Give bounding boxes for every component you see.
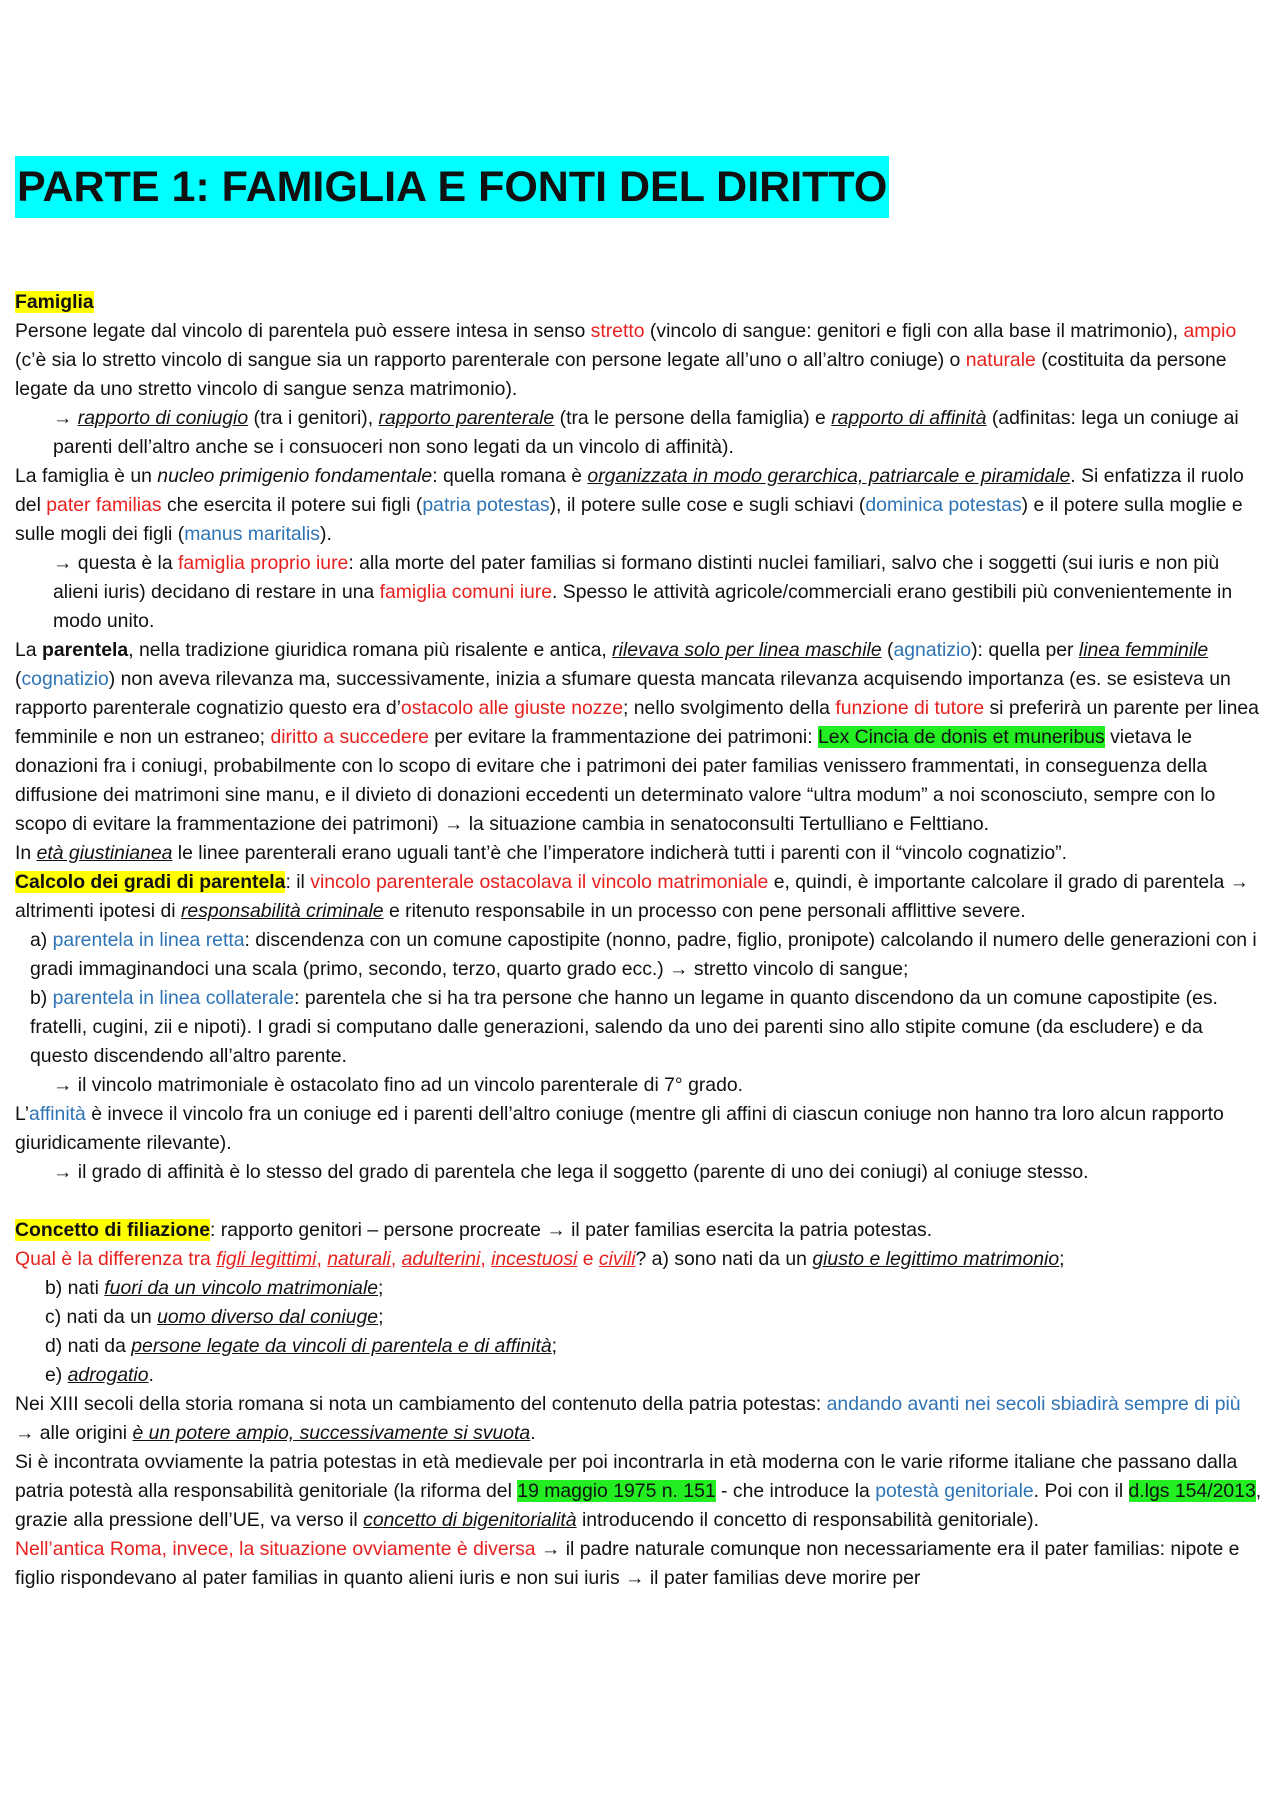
list-item-linea-collaterale — [15, 984, 1265, 1071]
text-run: età giustinianea — [36, 842, 173, 864]
text-run: persone legate da vincoli di parentela e di affinità — [131, 1335, 552, 1357]
text-run: naturali — [327, 1248, 391, 1270]
text-run: ampio — [1183, 320, 1237, 342]
text-run: ) e il potere sulla moglie e sulle mogli dei figli ( — [15, 494, 1243, 545]
text-run: diritto a succedere — [270, 726, 429, 748]
text-run: figli legittimi — [216, 1248, 317, 1270]
text-run: b) nati — [45, 1277, 105, 1299]
text-run: Si è incontrata ovviamente la patria potestas in età medievale per poi incontrarla in età moderna con le varie riforme italiane che passano dalla patria potestà alla responsabilità genitoriale (la riforma del — [15, 1451, 1238, 1502]
text-run: Concetto di filiazione — [15, 1219, 210, 1241]
text-run: (costituita da persone legate da uno stretto vincolo di sangue senza matrimonio). — [15, 349, 1227, 400]
text-run: andando avanti nei secoli sbiadirà sempre di più — [826, 1393, 1241, 1415]
text-run: famiglia proprio iure — [178, 552, 349, 574]
text-run: In — [15, 842, 37, 864]
text-run: il vincolo matrimoniale è ostacolato fino ad un vincolo parenterale di 7° grado. — [77, 1074, 744, 1096]
text-run: (tra i genitori), — [248, 407, 379, 429]
text-run: e, quindi, è importante calcolare il grado di parentela — [768, 871, 1230, 893]
text-run: Qual è la differenza tra — [15, 1248, 217, 1270]
text-run: b) — [30, 987, 53, 1009]
text-run: naturale — [965, 349, 1036, 371]
text-run: stretto vincolo di sangue; — [688, 958, 909, 980]
text-run: ? a) sono nati da un — [635, 1248, 813, 1270]
text-run: il pater familias deve morire per — [644, 1567, 921, 1589]
text-run: La famiglia è un — [15, 465, 158, 487]
text-run: giusto e legittimo matrimonio — [812, 1248, 1060, 1270]
text-run: rilevava solo per linea maschile — [612, 639, 882, 661]
text-run: agnatizio — [893, 639, 972, 661]
text-run: 19 maggio 1975 n. 151 — [517, 1480, 716, 1502]
text-run: a) — [30, 929, 53, 951]
text-run: : discendenza con un comune capostipite (nonno, padre, figlio, pronipote) calcolando il numero delle generazioni con i gradi immaginandoci una scala (primo, secondo, terzo, quarto grado ecc.) — [30, 929, 1257, 980]
text-run: parentela — [41, 639, 129, 661]
list-item-b — [15, 1274, 1265, 1303]
text-run: ): quella per — [971, 639, 1079, 661]
text-run: e ritenuto responsabile in un processo con pene personali afflittive severe. — [383, 900, 1026, 922]
text-run: → — [1229, 871, 1250, 893]
text-run: incestuosi — [491, 1248, 578, 1270]
text-run: le linee parenterali erano uguali tant’è che l’imperatore indicherà tutti i parenti con il “vincolo cognatizio”. — [172, 842, 1068, 864]
text-run: altrimenti ipotesi di — [15, 900, 181, 922]
text-run: organizzata in modo gerarchica, patriarcale e piramidale — [587, 465, 1071, 487]
text-run: adrogatio — [67, 1364, 149, 1386]
paragraph-calcolo-gradi — [15, 868, 1265, 926]
text-run: ; nello svolgimento della — [622, 697, 836, 719]
text-run: ( — [15, 668, 22, 690]
text-run: → — [546, 1219, 566, 1241]
text-run: funzione di tutore — [835, 697, 985, 719]
text-run: ; — [551, 1335, 558, 1357]
text-run: c) nati da un — [45, 1306, 158, 1328]
text-run: → — [669, 958, 689, 980]
text-run: Persone legate dal vincolo di parentela può essere intesa in senso — [15, 320, 591, 342]
list-item-linea-retta — [15, 926, 1265, 984]
text-run: ) non aveva rilevanza ma, successivamente, inizia a sfumare questa mancata rilevanza acquisendo importanza (es. se esisteva un rapporto parenterale cognatizio questo era d’ — [15, 668, 1231, 719]
text-run: L’ — [15, 1103, 30, 1125]
text-run: affinità — [29, 1103, 86, 1125]
text-run: responsabilità criminale — [180, 900, 384, 922]
arrow-icon: → — [53, 552, 73, 574]
paragraph-parentela — [15, 636, 1265, 839]
paragraph-differenza-figli — [15, 1245, 1265, 1274]
text-run: fuori da un vincolo matrimoniale — [104, 1277, 379, 1299]
text-run: rapporto di coniugio — [77, 407, 249, 429]
text-run: nucleo primigenio fondamentale — [157, 465, 433, 487]
text-run: Nei XIII secoli della storia romana si nota un cambiamento del contenuto della patria potestas: — [15, 1393, 827, 1415]
text-run: linea femminile — [1078, 639, 1209, 661]
text-run: parentela in linea retta — [52, 929, 245, 951]
text-run: il padre naturale comunque non necessariamente era il pater familias: nipote e figlio rispondevano al pater familias in quanto alieni iuris e non sui iuris — [15, 1538, 1240, 1589]
text-run: d.lgs 154/2013 — [1128, 1480, 1256, 1502]
text-run: Lex Cincia de donis et muneribus — [818, 726, 1105, 748]
text-run: La — [15, 639, 42, 661]
text-run: il pater familias esercita la patria potestas. — [565, 1219, 933, 1241]
text-run: è un potere ampio, successivamente si svuota — [132, 1422, 531, 1444]
text-run: vietava le donazioni fra i coniugi, probabilmente con lo scopo di evitare che i patrimoni dei pater familias venissero frammentati, in conseguenza della diffusione dei matrimoni sine manu, e il divieto di donazioni eccedenti un determinato valore “ultra modum” a noi sconosciuto, sempre con lo scopo di evitare la frammentazione dei patrimoni) — [15, 726, 1216, 835]
document-body — [15, 288, 1265, 1593]
text-run: (c’è sia lo stretto vincolo di sangue sia un rapporto parenterale con persone legate all’uno o all’altro coniuge) o — [15, 349, 966, 371]
text-run: ). — [319, 523, 332, 545]
paragraph-vincolo-7-grado — [15, 1071, 1265, 1100]
text-run: questa è la — [77, 552, 179, 574]
text-run: concetto di bigenitorialità — [363, 1509, 577, 1531]
text-run: pater familias — [46, 494, 162, 516]
text-run: che esercita il potere sui figli ( — [161, 494, 423, 516]
text-run: (adfinitas: lega un coniuge ai parenti dell’altro anche se i consuoceri non sono legati da un vincolo di affinità). — [53, 407, 1239, 458]
text-run: . Si enfatizza il ruolo del — [15, 465, 1244, 516]
section-heading-famiglia: Famiglia — [15, 291, 94, 313]
document-page — [15, 156, 1265, 1593]
text-run: è invece il vincolo fra un coniuge ed i parenti dell’altro coniuge (mentre gli affini di ciascun coniuge non hanno tra loro alcun rapporto giuridicamente rilevante). — [15, 1103, 1224, 1154]
text-run: il grado di affinità è lo stesso del grado di parentela che lega il soggetto (parente di uno dei coniugi) al coniuge stesso. — [77, 1161, 1089, 1183]
text-run: ostacolo alle giuste nozze — [400, 697, 623, 719]
text-run: : il — [285, 871, 311, 893]
text-run: : rapporto genitori – persone procreate — [210, 1219, 547, 1241]
text-run: ( — [881, 639, 894, 661]
text-run: Calcolo dei gradi di parentela — [15, 871, 286, 893]
text-run: , nella tradizione giuridica romana più risalente e antica, — [128, 639, 613, 661]
paragraph-filiazione — [15, 1216, 1265, 1245]
text-run: patria potestas — [422, 494, 550, 516]
text-run: e) — [45, 1364, 68, 1386]
text-run: parentela in linea collaterale — [52, 987, 295, 1009]
text-run: , — [390, 1248, 402, 1270]
text-run: per evitare la frammentazione dei patrimoni: — [428, 726, 818, 748]
text-run: dominica potestas — [865, 494, 1022, 516]
text-run: : quella romana è — [432, 465, 588, 487]
text-run: vincolo parenterale ostacolava il vincolo matrimoniale — [310, 871, 769, 893]
arrow-icon: → — [53, 407, 73, 429]
paragraph-grado-affinita — [15, 1158, 1265, 1187]
text-run: (vincolo di sangue: genitori e figli con alla base il matrimonio), — [644, 320, 1184, 342]
list-item-c — [15, 1303, 1265, 1332]
text-run: rapporto di affinità — [831, 407, 987, 429]
text-run: e — [577, 1248, 599, 1270]
text-run: civili — [598, 1248, 636, 1270]
spacer — [15, 1187, 1265, 1216]
text-run: → — [15, 1422, 35, 1444]
text-run: si preferirà un parente per linea femminile e non un estraneo; — [15, 697, 1259, 748]
paragraph-rapporti — [15, 404, 1265, 462]
text-run: ; — [1059, 1248, 1065, 1270]
paragraph-xiii-secoli — [15, 1390, 1265, 1448]
text-run: adulterini — [401, 1248, 481, 1270]
arrow-icon: → — [53, 1161, 73, 1183]
paragraph-antica-roma — [15, 1535, 1265, 1593]
text-run: stretto — [590, 320, 645, 342]
text-run: cognatizio — [21, 668, 109, 690]
text-run: rapporto parenterale — [378, 407, 555, 429]
text-run: la situazione cambia in senatoconsulti Tertulliano e Felttiano. — [463, 813, 989, 835]
text-run: . Spesso le attività agricole/commerciali erano gestibili più convenientemente in modo unito. — [53, 581, 1233, 632]
paragraph-eta-medievale — [15, 1448, 1265, 1535]
text-run: : parentela che si ha tra persone che hanno un legame in quanto discendono da un comune capostipite (es. fratelli, cugini, zii e nipoti). I gradi si computano dalle generazioni, salendo da uno dei parenti sino allo stipite comune (da escludere) e da questo discendendo all’altro parente. — [30, 987, 1218, 1067]
list-item-d — [15, 1332, 1265, 1361]
text-run: ), il potere sulle cose e sugli schiavi ( — [549, 494, 866, 516]
text-run: ; — [378, 1306, 384, 1328]
text-run: → — [625, 1567, 645, 1589]
text-run: . — [148, 1364, 154, 1386]
text-run: potestà genitoriale — [875, 1480, 1034, 1502]
paragraph-proprio-iure — [15, 549, 1265, 636]
text-run: - che introduce la — [715, 1480, 876, 1502]
text-run: , grazie alla pressione dell’UE, va verso il — [15, 1480, 1262, 1531]
text-run: (tra le persone della famiglia) e — [554, 407, 832, 429]
text-run: manus maritalis — [184, 523, 320, 545]
text-run: d) nati da — [45, 1335, 132, 1357]
text-run: , — [316, 1248, 328, 1270]
text-run: . — [530, 1422, 536, 1444]
text-run: Nell’antica Roma, invece, la situazione ovviamente è diversa — [15, 1538, 536, 1560]
text-run: . Poi con il — [1033, 1480, 1129, 1502]
list-item-e — [15, 1361, 1265, 1390]
paragraph-affinita — [15, 1100, 1265, 1158]
text-run: → — [443, 813, 464, 835]
paragraph-eta-giustinianea — [15, 839, 1265, 868]
text-run: introducendo il concetto di responsabilità genitoriale). — [576, 1509, 1039, 1531]
paragraph-famiglia-definition — [15, 317, 1265, 404]
arrow-icon: → — [53, 1074, 73, 1096]
text-run: famiglia comuni iure — [379, 581, 553, 603]
page-title: PARTE 1: FAMIGLIA E FONTI DEL DIRITTO — [15, 156, 889, 218]
text-run: : alla morte del pater familias si formano distinti nuclei familiari, salvo che i soggetti (sui iuris e non più alieni iuris) decidano di restare in una — [53, 552, 1220, 603]
text-run: uomo diverso dal coniuge — [157, 1306, 379, 1328]
text-run: alle origini — [34, 1422, 133, 1444]
text-run: , — [480, 1248, 492, 1270]
paragraph-nucleo — [15, 462, 1265, 549]
text-run: ; — [378, 1277, 384, 1299]
text-run: → — [540, 1538, 561, 1560]
